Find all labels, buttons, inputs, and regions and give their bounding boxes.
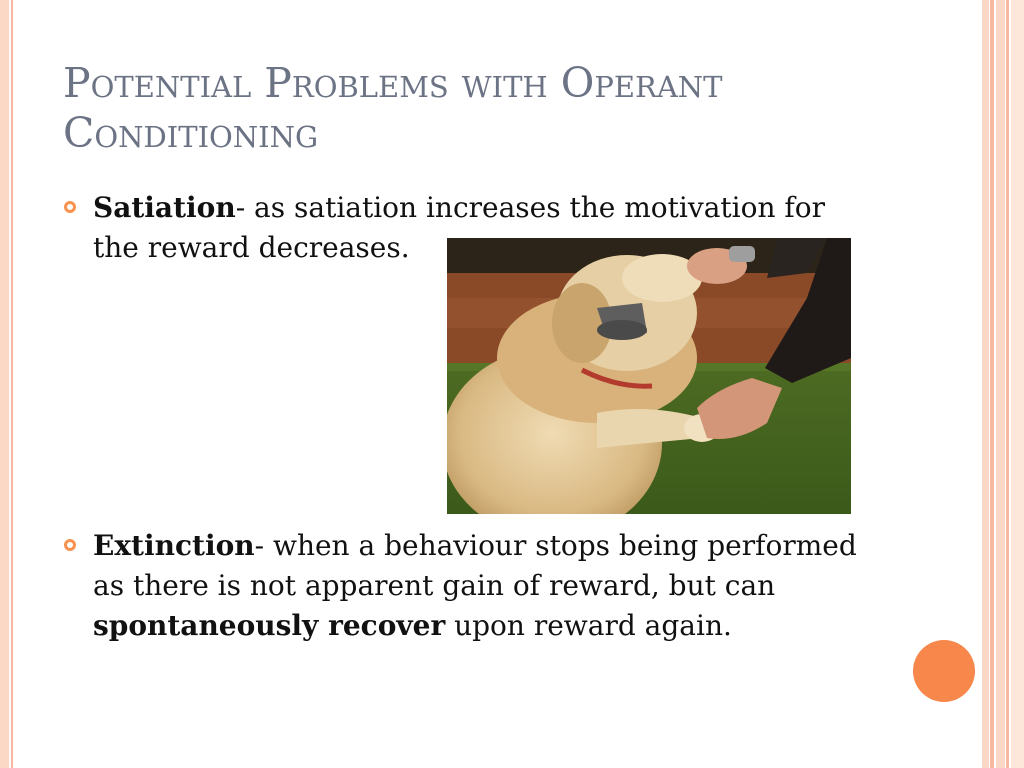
bullet-marker-icon xyxy=(64,201,76,213)
bullet-emphasis: spontaneously recover xyxy=(93,609,446,642)
bullet-term: Extinction xyxy=(93,529,255,562)
dog-shaking-hands-photo xyxy=(447,238,851,514)
decorative-circle xyxy=(913,640,975,702)
title-line-1: Potential Problems with Operant xyxy=(63,59,723,107)
bullet-description: - as satiation increases the motivation for the reward decreases. xyxy=(93,191,825,264)
bullet-description: - when a behaviour stops being performed as there is not apparent gain of reward, but can xyxy=(93,529,857,602)
bullet-marker-icon xyxy=(64,539,76,551)
title-line-2: Conditioning xyxy=(63,109,319,157)
bullet-description-end: upon reward again. xyxy=(445,609,732,642)
bullet-extinction xyxy=(64,526,864,646)
bullet-term: Satiation xyxy=(93,191,236,224)
left-border-band xyxy=(0,0,9,768)
bullet-text xyxy=(93,526,864,646)
slide-title xyxy=(63,58,923,158)
left-border-line xyxy=(11,0,13,768)
